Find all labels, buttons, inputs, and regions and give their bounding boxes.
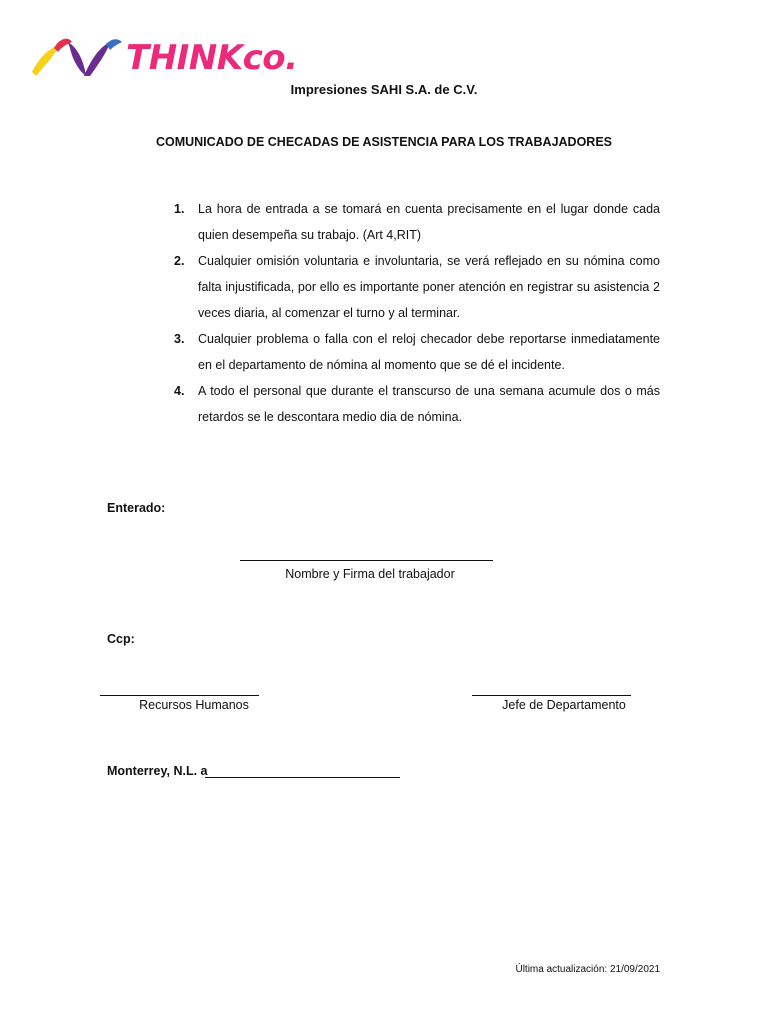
rule-text: A todo el personal que durante el transcurso de una semana acumule dos o más retardos se le descontara medio dia de nómina. xyxy=(198,384,660,424)
dept-signature-caption: Jefe de Departamento xyxy=(502,698,626,712)
rule-item xyxy=(170,326,660,378)
rule-number: 1. xyxy=(174,202,185,216)
logo-wordmark: THINKco. xyxy=(126,38,298,78)
company-name: Impresiones SAHI S.A. de C.V. xyxy=(290,82,478,97)
last-update-footer: Última actualización: 21/09/2021 xyxy=(515,964,660,975)
rules-list xyxy=(170,196,660,430)
rule-item xyxy=(170,378,660,430)
rule-text: Cualquier problema o falla con el reloj checador debe reportarse inmediatamente en el departamento de nómina al momento que se dé el incidente. xyxy=(198,332,660,372)
rule-item xyxy=(170,248,660,326)
date-fill-line xyxy=(205,777,400,778)
enterado-label: Enterado: xyxy=(107,501,166,515)
hr-signature-caption: Recursos Humanos xyxy=(139,698,249,712)
document-title: COMUNICADO DE CHECADAS DE ASISTENCIA PARA LOS TRABAJADORES xyxy=(155,135,613,149)
worker-signature-line xyxy=(240,560,493,561)
worker-signature-caption: Nombre y Firma del trabajador xyxy=(285,567,455,581)
ccp-label: Ccp: xyxy=(107,632,135,646)
rule-number: 3. xyxy=(174,332,185,346)
place-date-label: Monterrey, N.L. a xyxy=(107,764,208,778)
rule-number: 2. xyxy=(174,254,185,268)
rule-text: La hora de entrada a se tomará en cuenta precisamente en el lugar donde cada quien desempeña su trabajo. (Art 4,RIT) xyxy=(198,202,660,242)
rule-text: Cualquier omisión voluntaria e involuntaria, se verá reflejado en su nómina como falta injustificada, por ello es importante poner atención en registrar su asistencia 2 veces diaria, al comenzar el turno y al terminar. xyxy=(198,254,660,320)
thinkco-logo-mark-icon xyxy=(28,36,128,82)
dept-signature-line xyxy=(472,695,631,696)
company-logo xyxy=(28,36,298,82)
rule-number: 4. xyxy=(174,384,185,398)
rule-item xyxy=(170,196,660,248)
hr-signature-line xyxy=(100,695,259,696)
